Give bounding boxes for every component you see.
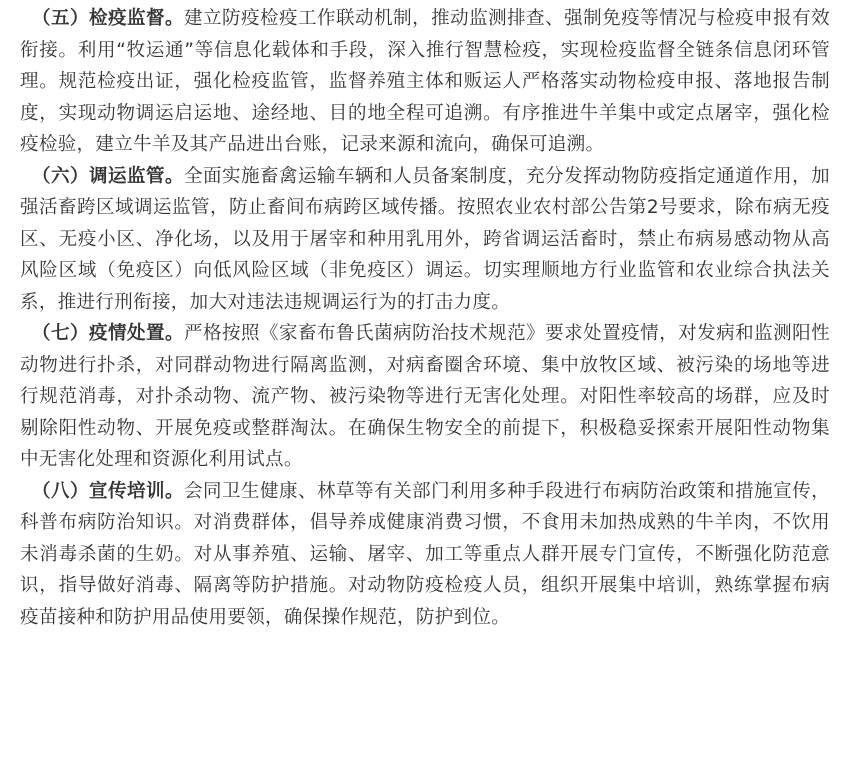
section-heading: （八）宣传培训。 [32,480,185,502]
section-quarantine-supervision [20,3,830,161]
section-heading: （七）疫情处置。 [32,323,185,344]
section-text: 严格按照《家畜布鲁氏菌病防治技术规范》要求处置疫情，对发病和监测阳性动物进行扑杀，对同群动物进行隔离监测，对病畜圈舍环境、集中放牧区域、被污染的场地等进行规范消毒，对扑杀动物、流产物、被污染物等进行无害化处理。对阳性率较高的场群，应及时剔除阳性动物、开展免疫或整群淘汰。在确保生物安全的前提下，积极稳妥探索开展阳性动物集中无害化处理和资源化利用试点。 [20,323,830,470]
section-text: 全面实施畜禽运输车辆和人员备案制度，充分发挥动物防疫指定通道作用，加强活畜跨区域调运监管，防止畜间布病跨区域传播。按照农业农村部公告第2号要求，除布病无疫区、无疫小区、净化场，以及用于屠宰和种用乳用外，跨省调运活畜时，禁止布病易感动物从高风险区域（免疫区）向低风险区域（非免疫区）调运。切实理顺地方行业监管和农业综合执法关系，推进行刑衔接，加大对违法违规调运行为的打击力度。 [20,165,830,313]
document-body [0,3,846,757]
section-heading: （六）调运监管。 [32,165,185,187]
section-publicity-training [20,476,830,634]
section-heading: （五）检疫监督。 [32,8,185,29]
section-transport-supervision [20,161,830,319]
section-text: 建立防疫检疫工作联动机制，推动监测排查、强制免疫等情况与检疫申报有效衔接。利用“牧运通”等信息化载体和手段，深入推行智慧检疫，实现检疫监督全链条信息闭环管理。规范检疫出证，强化检疫监管，监督养殖主体和贩运人严格落实动物检疫申报、落地报告制度，实现动物调运启运地、途经地、目的地全程可追溯。有序推进牛羊集中或定点屠宰，强化检疫检验，建立牛羊及其产品进出台账，记录来源和流向，确保可追溯。 [20,8,830,155]
section-text: 会同卫生健康、林草等有关部门利用多种手段进行布病防治政策和措施宣传，科普布病防治知识。对消费群体，倡导养成健康消费习惯，不食用未加热成熟的牛羊肉，不饮用未消毒杀菌的生奶。对从事养殖、运输、屠宰、加工等重点人群开展专门宣传，不断强化防范意识，指导做好消毒、隔离等防护措施。对动物防疫检疫人员，组织开展集中培训，熟练掌握布病疫苗接种和防护用品使用要领，确保操作规范，防护到位。 [20,480,830,628]
section-outbreak-handling [20,318,830,476]
